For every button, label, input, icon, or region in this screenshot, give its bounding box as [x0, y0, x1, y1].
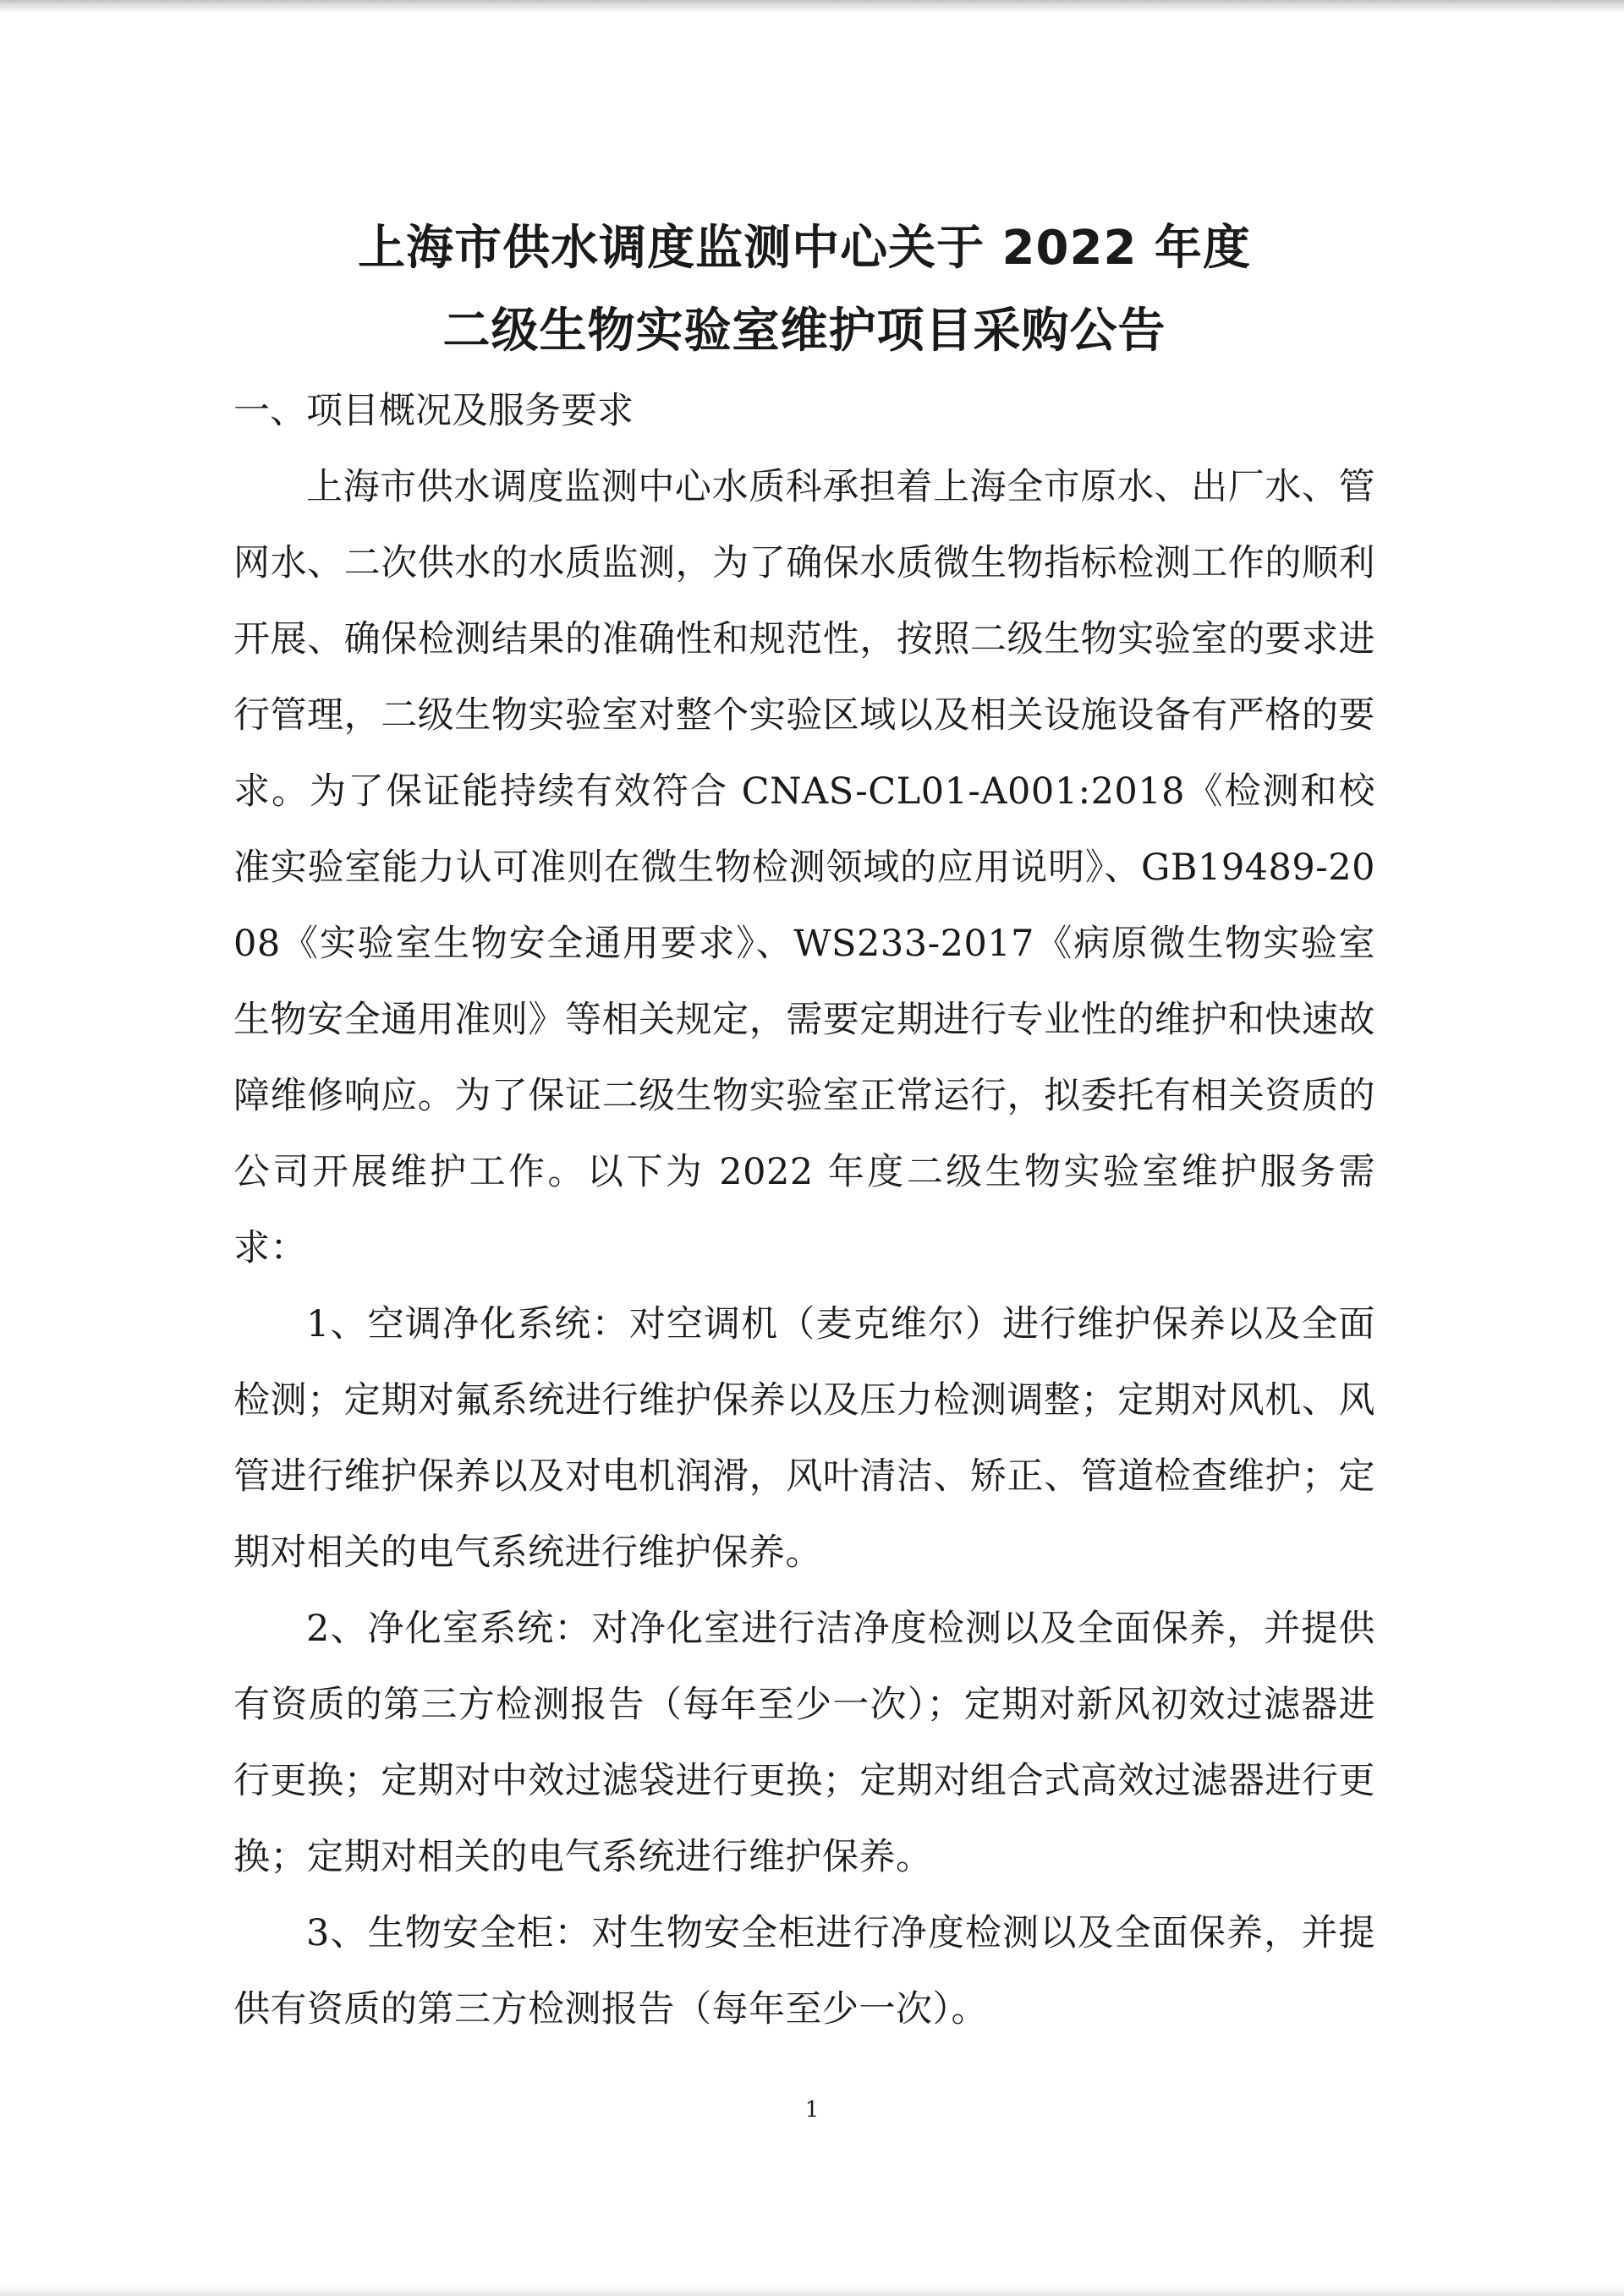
document-title-line-1: 上海市供水调度监测中心关于 2022 年度 [358, 221, 1251, 276]
paragraph-item-3: 3、生物安全柜：对生物安全柜进行净度检测以及全面保养，并提供有资质的第三方检测报告（每年至少一次）。 [233, 1912, 1375, 2030]
paragraph-item-1: 1、空调净化系统：对空调机（麦克维尔）进行维护保养以及全面检测；定期对氟系统进行维护保养以及压力检测调整；定期对风机、风管进行维护保养以及对电机润滑，风叶清洁、矫正、管道检查维护；定期对相关的电气系统进行维护保养。 [233, 1303, 1375, 1574]
paragraph-overview: 上海市供水调度监测中心水质科承担着上海全市原水、出厂水、管网水、二次供水的水质监测，为了确保水质微生物指标检测工作的顺利开展、确保检测结果的准确性和规范性，按照二级生物实验室的要求进行管理，二级生物实验室对整个实验区域以及相关设施设备有严格的要求。为了保证能持续有效符合 CNAS-CL01-A001:2018《检测和校准实验室能力认可准则在微生物检测领域的应用说明》、GB19489-2008《实验室生物安全通用要求》、WS233-2017《病原微生物实验室生物安全通用准则》等相关规定，需要定期进行专业性的维护和快速故障维修响应。为了保证二级生物实验室正常运行，拟委托有相关资质的公司开展维护工作。以下为 2022 年度二级生物实验室维护服务需求： [233, 466, 1375, 1269]
section-heading: 一、项目概况及服务要求 [233, 390, 634, 432]
page-number: 1 [804, 2097, 820, 2123]
paragraph-item-2: 2、净化室系统：对净化室进行洁净度检测以及全面保养，并提供有资质的第三方检测报告（每年至少一次）；定期对新风初效过滤器进行更换；定期对中效过滤袋进行更换；定期对组合式高效过滤器进行更换；定期对相关的电气系统进行维护保养。 [233, 1608, 1375, 1878]
document-title-line-2: 二级生物实验室维护项目采购公告 [442, 304, 1166, 359]
scan-bottom-edge [0, 2286, 1624, 2296]
scan-top-edge [0, 0, 1624, 12]
document-page [233, 207, 1375, 2047]
